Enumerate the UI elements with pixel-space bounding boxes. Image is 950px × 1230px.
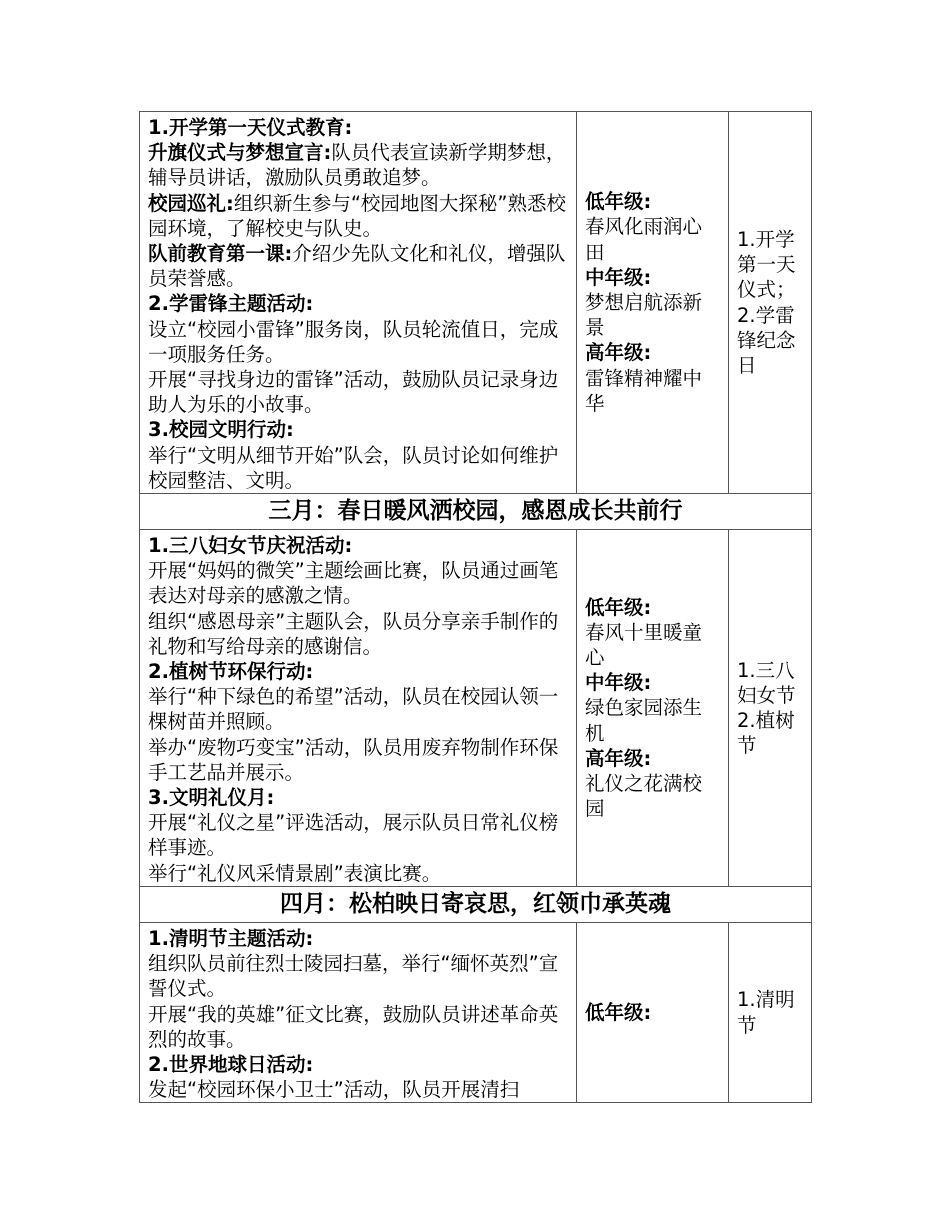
section-heading: 2.植树节环保行动: [148, 660, 314, 684]
section-heading: 1.开学第一天仪式教育: [148, 116, 353, 139]
section-heading: 2.学雷锋主题活动: [148, 292, 314, 316]
grade-theme-cell [577, 922, 729, 1102]
grade-text-high: 雷锋精神耀中华 [585, 366, 703, 415]
month-header-row [140, 494, 812, 530]
table-row [140, 112, 812, 494]
month-header-row [140, 886, 812, 922]
table-row [140, 922, 812, 1102]
paragraph-text: 介绍少先队文化和礼仪，增强队员荣誉感。 [148, 242, 566, 291]
section-heading: 3.校园文明行动: [148, 418, 294, 442]
grade-text-low: 春风化雨润心田 [585, 215, 703, 264]
paragraph: 组织“感恩母亲”主题队会，队员分享亲手制作的礼物和写给母亲的感谢信。 [148, 609, 559, 658]
activity-content-cell [140, 530, 577, 887]
grade-theme-cell [577, 112, 729, 494]
paragraph: 设立“校园小雷锋”服务岗，队员轮流值日，完成一项服务任务。 [148, 317, 559, 366]
paragraph [148, 140, 568, 190]
month-title: 三月：春日暖风洒校园，感恩成长共前行 [140, 494, 812, 530]
paragraph: 开展“寻找身边的雷锋”活动，鼓励队员记录身边助人为乐的小故事。 [148, 368, 559, 417]
section-heading: 3.文明礼仪月: [148, 786, 275, 810]
paragraph [148, 241, 568, 291]
paragraph: 举行“礼仪风采情景剧”表演比赛。 [148, 861, 442, 885]
grade-text-mid: 绿色家园添生机 [585, 696, 703, 745]
grade-text-mid: 梦想启航添新景 [585, 290, 703, 340]
grade-text-high: 礼仪之花满校园 [585, 771, 703, 821]
table-row [140, 530, 812, 887]
paragraph: 举行“种下绿色的希望”活动，队员在校园认领一棵树苗并照顾。 [148, 685, 559, 734]
paragraph-text: 队员代表宣读新学期梦想，辅导员讲话，激励队员勇敢追梦。 [148, 141, 566, 190]
paragraph [148, 191, 568, 241]
paragraph-label: 升旗仪式与梦想宣言: [148, 141, 332, 165]
paragraph-label: 校园巡礼: [148, 191, 234, 215]
activity-content-cell [140, 112, 577, 494]
month-title: 四月：松柏映日寄哀思，红领巾承英魂 [140, 886, 812, 922]
grade-label-low: 低年级: [585, 190, 652, 214]
paragraph: 举行“文明从细节开始”队会，队员讨论如何维护校园整洁、文明。 [148, 443, 559, 492]
paragraph: 举办“废物巧变宝”活动，队员用废弃物制作环保手工艺品并展示。 [148, 735, 559, 784]
paragraph: 开展“妈妈的微笑”主题绘画比赛，队员通过画笔表达对母亲的感激之情。 [148, 559, 559, 608]
paragraph-text: 组织新生参与“校园地图大探秘”熟悉校园环境，了解校史与队史。 [148, 191, 567, 240]
grade-theme-cell [577, 530, 729, 887]
commemoration-cell: 1.开学第一天仪式；2.学雷锋纪念日 [729, 112, 812, 494]
grade-label-low: 低年级: [585, 595, 652, 619]
section-heading: 2.世界地球日活动: [148, 1052, 314, 1076]
paragraph: 发起“校园环保小卫士”活动，队员开展清扫 [148, 1078, 520, 1102]
section-heading: 1.三八妇女节庆祝活动: [148, 534, 353, 558]
paragraph: 组织队员前往烈士陵园扫墓，举行“缅怀英烈”宣誓仪式。 [148, 952, 559, 1001]
activity-plan-table [139, 111, 812, 1103]
grade-label-high: 高年级: [585, 341, 652, 365]
grade-label-mid: 中年级: [585, 671, 652, 695]
commemoration-cell: 1.清明节 [729, 922, 812, 1102]
paragraph-label: 队前教育第一课: [148, 242, 293, 266]
commemoration-cell: 1.三八妇女节2.植树节 [729, 530, 812, 887]
paragraph: 开展“我的英雄”征文比赛，鼓励队员讲述革命英烈的故事。 [148, 1002, 559, 1051]
grade-label-high: 高年级: [585, 746, 652, 770]
grade-text-low: 春风十里暖童心 [585, 620, 703, 669]
activity-content-cell [140, 922, 577, 1102]
grade-label-mid: 中年级: [585, 265, 652, 289]
grade-label-low: 低年级: [585, 1001, 652, 1024]
paragraph: 开展“礼仪之星”评选活动，展示队员日常礼仪榜样事迹。 [148, 811, 559, 860]
section-heading: 1.清明节主题活动: [148, 926, 314, 950]
